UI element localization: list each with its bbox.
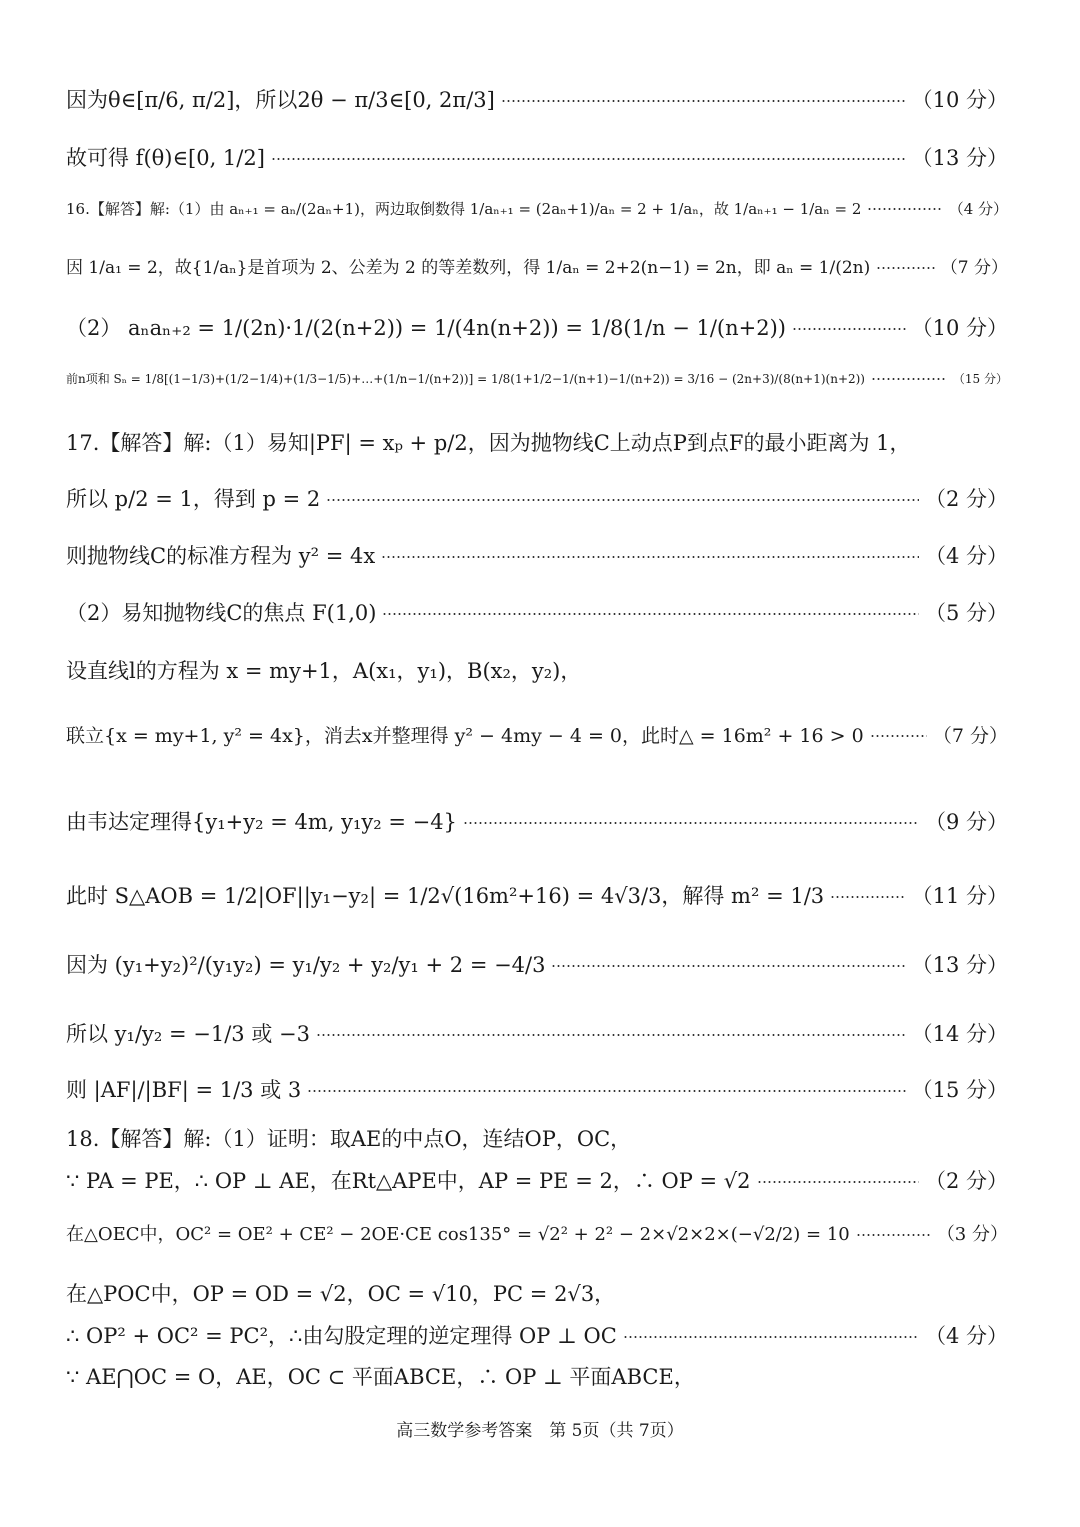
solution-text: 因为 (y₁+y₂)²/(y₁y₂) = y₁/y₂ + y₂/y₁ + 2 = −4/3 [66,953,546,977]
solution-text: 设直线l的方程为 x = my+1，A(x₁，y₁)，B(x₂，y₂)， [66,659,582,683]
solution-text: 前n项和 Sₙ = 1/8[(1−1/3)+(1/2−1/4)+(1/3−1/5)+…+(1/n−1/(n+2))] = 1/8(1+1/2−1/(n+1)−1/(n+2)) = 3/16 − (2n+3)/(8(n+1)(n+2)) [66,372,865,386]
score-label: （11 分） [911,884,1008,908]
dot-leader [382,613,918,615]
solution-text: 所以 p/2 = 1，得到 p = 2 [66,487,321,511]
score-label: （15 分） [911,1078,1008,1102]
solution-line [66,487,1008,512]
dot-leader [463,822,919,824]
score-label: （4 分） [948,200,1008,218]
score-label: （13 分） [911,953,1008,977]
solution-text: ∴ OP² + OC² = PC²，∴由勾股定理的逆定理得 OP ⊥ OC [66,1324,617,1348]
solution-text: 则抛物线C的标准方程为 y² = 4x [66,544,376,568]
score-label: （10 分） [911,316,1008,340]
score-label: （7 分） [940,258,1008,278]
solution-line [66,601,1008,626]
solution-line [66,659,1008,684]
score-label: （2 分） [924,487,1008,511]
score-label: （7 分） [932,725,1008,747]
score-label: （13 分） [911,146,1008,170]
solution-text: 因 1/a₁ = 2，故{1/aₙ}是首项为 2、公差为 2 的等差数列，得 1/aₙ = 2+2(n−1) = 2n，即 aₙ = 1/(2n) [66,258,871,278]
solution-line [66,1365,1008,1390]
solution-text: （2）易知抛物线C的焦点 F(1,0) [66,601,377,625]
solution-text: 16.【解答】解:（1）由 aₙ₊₁ = aₙ/(2aₙ+1)，两边取倒数得 1/aₙ₊₁ = (2aₙ+1)/aₙ = 2 + 1/aₙ，故 1/aₙ₊₁ − 1/aₙ = 2 [66,200,862,218]
dot-leader [870,735,927,737]
score-label: （3 分） [936,1224,1008,1245]
score-label: （9 分） [924,810,1008,834]
score-label: （5 分） [924,601,1008,625]
score-label: （2 分） [924,1169,1008,1193]
solution-line [66,88,1008,113]
dot-leader [271,158,906,160]
solution-text: 因为θ∈[π/6, π/2]，所以2θ − π/3∈[0, 2π/3] [66,88,495,112]
solution-text: 联立{x = my+1, y² = 4x}，消去x并整理得 y² − 4my − 4 = 0，此时△ = 16m² + 16 > 0 [66,725,864,747]
solution-line [66,884,1008,909]
solution-line [66,953,1008,978]
dot-leader [501,100,906,102]
score-label: （10 分） [911,88,1008,112]
dot-leader [326,499,919,501]
solution-line [66,1324,1008,1349]
dot-leader [830,896,905,898]
solution-line [66,810,1008,835]
solution-line [66,725,1008,748]
solution-line [66,258,1008,278]
solution-line [66,1078,1008,1103]
solution-text: 18.【解答】解:（1）证明：取AE的中点O，连结OP，OC， [66,1127,632,1151]
page-footer: 高三数学参考答案 第 5页（共 7页） [396,1421,684,1441]
solution-line [66,1022,1008,1047]
score-label: （14 分） [911,1022,1008,1046]
score-label: （4 分） [924,544,1008,568]
solution-text: 17.【解答】解:（1）易知|PF| = xₚ + p/2，因为抛物线C上动点P到点F的最小距离为 1， [66,431,911,455]
dot-leader [316,1034,906,1036]
solution-line [66,316,1008,341]
dot-leader [867,208,942,210]
dot-leader [757,1181,919,1183]
dot-leader [307,1090,905,1092]
dot-leader [871,378,947,380]
score-label: （4 分） [924,1324,1008,1348]
solution-line [66,1127,1008,1152]
solution-line [66,544,1008,569]
solution-text: 故可得 f(θ)∈[0, 1/2] [66,146,265,170]
dot-leader [551,965,905,967]
dot-leader [876,267,935,269]
solution-line [66,372,1008,386]
dot-leader [623,1336,919,1338]
dot-leader [856,1234,931,1236]
solution-line [66,200,1008,218]
solution-line [66,1282,1008,1307]
dot-leader [381,556,919,558]
solution-text: ∵ PA = PE，∴ OP ⊥ AE，在Rt△APE中，AP = PE = 2，∴ OP = √2 [66,1169,751,1193]
solution-line [66,146,1008,171]
score-label: （15 分） [952,372,1008,386]
solution-text: （2） aₙaₙ₊₂ = 1/(2n)·1/(2(n+2)) = 1/(4n(n+2)) = 1/8(1/n − 1/(n+2)) [66,316,786,340]
solution-line [66,431,1008,456]
solution-line [66,1169,1008,1194]
solution-text: 所以 y₁/y₂ = −1/3 或 −3 [66,1022,310,1046]
dot-leader [792,328,906,330]
solution-text: ∵ AE⋂OC = O，AE，OC ⊂ 平面ABCE，∴ OP ⊥ 平面ABCE， [66,1365,695,1389]
solution-text: 在△POC中，OP = OD = √2，OC = √10，PC = 2√3， [66,1282,616,1306]
solution-line [66,1224,1008,1246]
solution-text: 由韦达定理得{y₁+y₂ = 4m, y₁y₂ = −4} [66,810,457,834]
solution-text: 在△OEC中，OC² = OE² + CE² − 2OE·CE cos135° = √2² + 2² − 2×√2×2×(−√2/2) = 10 [66,1224,850,1245]
solution-text: 则 |AF|/|BF| = 1/3 或 3 [66,1078,302,1102]
solution-text: 此时 S△AOB = 1/2|OF||y₁−y₂| = 1/2√(16m²+16) = 4√3/3，解得 m² = 1/3 [66,884,825,908]
